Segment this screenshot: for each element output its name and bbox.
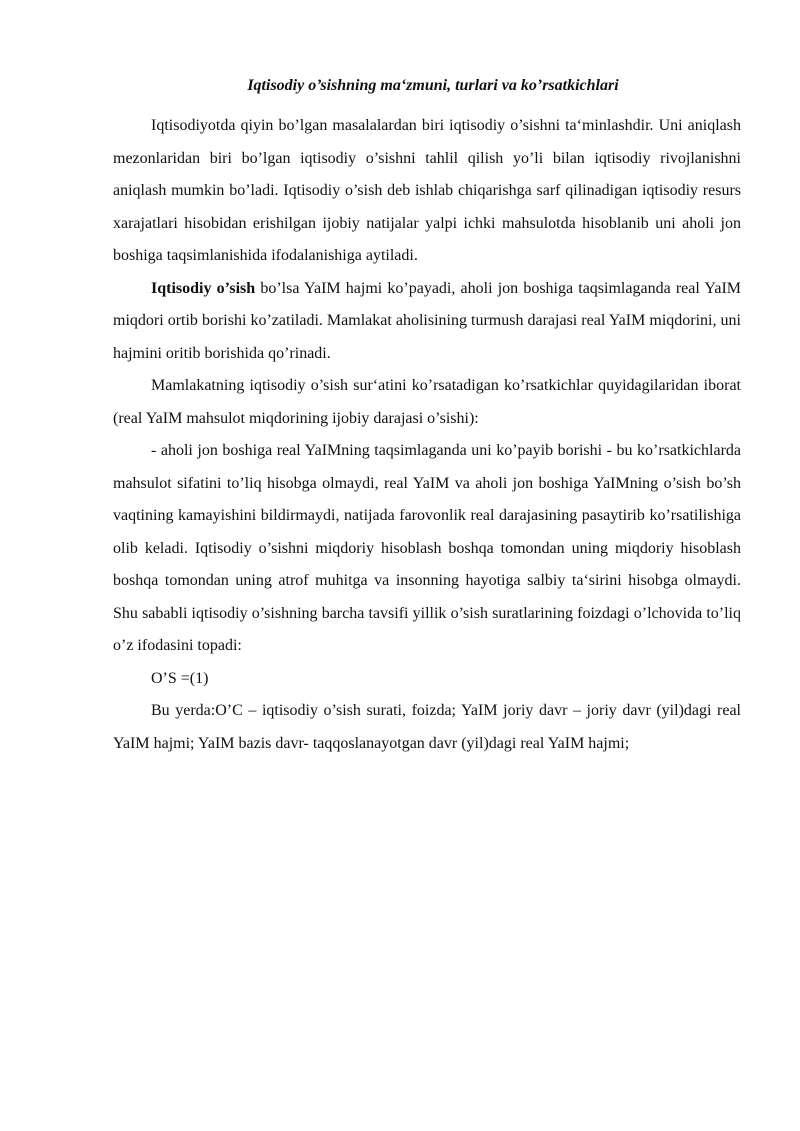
paragraph-6 (113, 695, 741, 760)
paragraph-2 (113, 273, 741, 371)
paragraph-2-bold-lead: Iqtisodiy o’sish (151, 279, 256, 297)
paragraph-4 (113, 435, 741, 663)
paragraph-3 (113, 370, 741, 435)
paragraph-1-text: Iqtisodiyotda qiyin bo’lgan masalalardan biri iqtisodiy o’sishni ta‘minlashdir. Uni aniqlash mezonlaridan biri bo’lgan iqtisodiy o’sishni tahlil qilish yo’li bilan iqtisodiy rivojlanishni aniqlash mumkin bo’ladi. Iqtisodiy o’sish deb ishlab chiqarishga sarf qilinadigan iqtisodiy resurs xarajatlari hisobidan erishilgan ijobiy natijalar yalpi ichki mahsulotda hisoblanib uni aholi jon boshiga taqsimlanishida ifodalanishiga aytiladi. (113, 117, 741, 264)
document-page (113, 70, 741, 760)
paragraph-3-text: Mamlakatning iqtisodiy o’sish sur‘atini ko’rsatadigan ko’rsatkichlar quyidagilaridan iborat (real YaIM mahsulot miqdorining ijobiy darajasi o’sishi): (113, 377, 741, 427)
paragraph-6-text: Bu yerda:O’C – iqtisodiy o’sish surati, foizda; YaIM joriy davr – joriy davr (yil)dagi real YaIM hajmi; YaIM bazis davr- taqqoslanayotgan davr (yil)dagi real YaIM hajmi; (113, 702, 741, 752)
paragraph-4-text: - aholi jon boshiga real YaIMning taqsimlaganda uni ko’payib borishi - bu ko’rsatkichlarda mahsulot sifatini to’liq hisobga olmaydi, real YaIM va aholi jon boshiga YaIMning o’sish bo’sh vaqtining kamayishini bildirmaydi, natijada farovonlik real darajasining pasaytirib ko’rsatilishiga olib keladi. Iqtisodiy o’sishni miqdoriy hisoblash boshqa tomondan uning miqdoriy hisoblash boshqa tomondan uning atrof muhitga va insonning hayotiga salbiy ta‘sirini hisobga olmaydi. Shu sababli iqtisodiy o’sishning barcha tavsifi yillik o’sish suratlarining foizdagi o’lchovida to’liq o’z ifodasini topadi: (113, 442, 741, 654)
paragraph-1 (113, 110, 741, 273)
formula-text: O’S =(1) (151, 669, 209, 687)
paragraph-2-text: bo’lsa YaIM hajmi ko’payadi, aholi jon boshiga taqsimlaganda real YaIM miqdori ortib borishi ko’zatiladi. Mamlakat aholisining turmush darajasi real YaIM miqdorini, uni hajmini oritib borishida qo’rinadi. (113, 279, 741, 362)
formula-line (113, 663, 741, 696)
document-title: Iqtisodiy o’sishning ma‘zmuni, turlari va ko’rsatkichlari (247, 77, 619, 94)
